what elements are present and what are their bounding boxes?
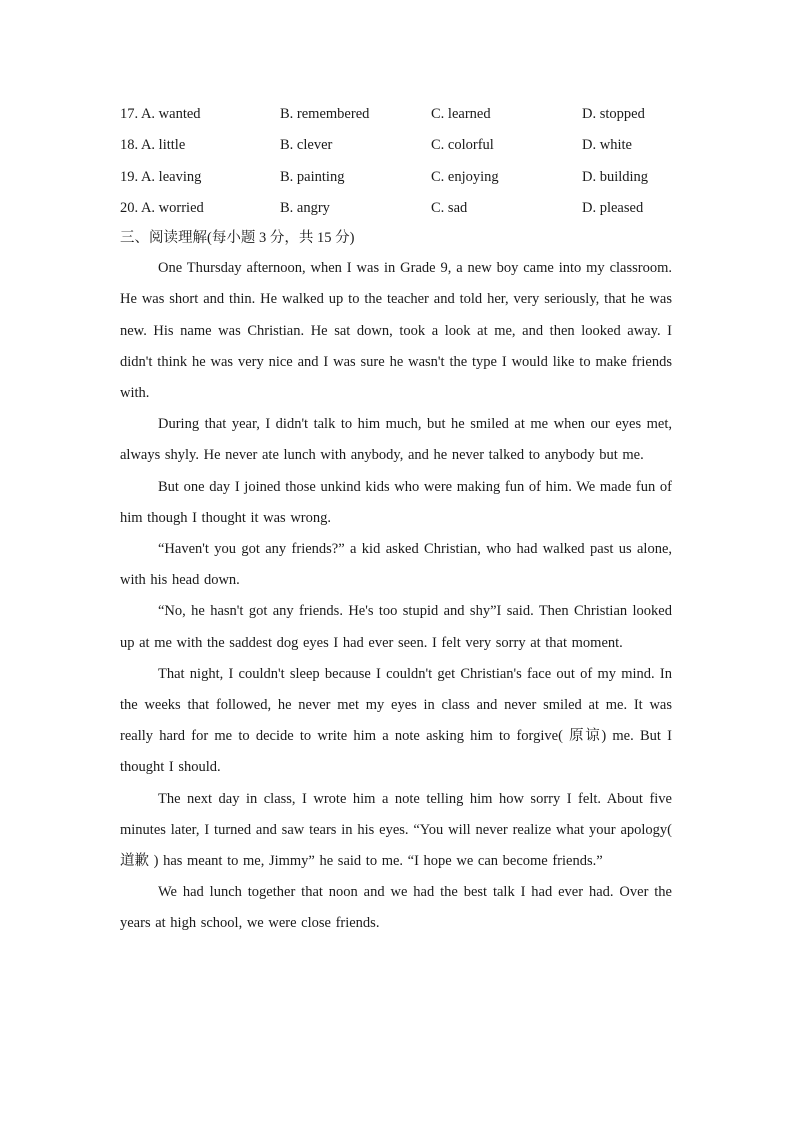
passage-paragraph-3: But one day I joined those unkind kids who were making fun of him. We made fun of him though I thought it was wrong. xyxy=(120,478,672,526)
section-title: 三、阅读理解(每小题 3 分，共 15 分) xyxy=(120,230,355,247)
question-17-option-c: C. learned xyxy=(431,106,491,123)
reading-passage xyxy=(120,253,672,939)
passage-paragraph-4: “Haven't you got any friends?” a kid asked Christian, who had walked past us alone, with his head down. xyxy=(120,541,672,589)
question-19-option-c: C. enjoying xyxy=(431,168,499,185)
question-18-option-a: 18. A. little xyxy=(120,137,186,154)
question-17-option-b: B. remembered xyxy=(280,106,370,123)
question-17-option-d: D. stopped xyxy=(582,106,645,123)
document-page xyxy=(120,99,672,940)
question-20-option-a: 20. A. worried xyxy=(120,200,204,217)
answer-options xyxy=(120,99,672,224)
question-18-option-c: C. colorful xyxy=(431,137,494,154)
passage-paragraph-1: One Thursday afternoon, when I was in Grade 9, a new boy came into my classroom. He was short and thin. He walked up to the teacher and told her, very seriously, that he was new. His name was Christian. He sat down, took a look at me, and then looked away. I didn't think he was very nice and I was sure he wasn't the type I would like to make friends with. xyxy=(120,260,672,401)
question-20-option-d: D. pleased xyxy=(582,200,644,217)
passage-paragraph-6: That night, I couldn't sleep because I couldn't get Christian's face out of my mind. In the weeks that followed, he never met my eyes in class and never smiled at me. It was really hard for me to decide to write him a note asking him to forgive( 原谅) me. But I thought I should. xyxy=(120,665,672,776)
passage-paragraph-2: During that year, I didn't talk to him much, but he smiled at me when our eyes met, always shyly. He never ate lunch with anybody, and he never talked to anybody but me. xyxy=(120,416,672,464)
passage-paragraph-7: The next day in class, I wrote him a note telling him how sorry I felt. About five minutes later, I turned and saw tears in his eyes. “You will never realize what your apology( 道歉 ) has meant to me, Jimmy” he said to me. “I hope we can become friends.” xyxy=(120,790,672,870)
question-17-options xyxy=(120,99,672,130)
question-18-option-b: B. clever xyxy=(280,137,333,154)
question-20-option-c: C. sad xyxy=(431,200,468,217)
question-19-options xyxy=(120,162,672,193)
question-17-option-a: 17. A. wanted xyxy=(120,106,201,123)
passage-paragraph-5: “No, he hasn't got any friends. He's too stupid and shy”I said. Then Christian looked up at me with the saddest dog eyes I had ever seen. I felt very sorry at that moment. xyxy=(120,603,672,651)
passage-paragraph-8: We had lunch together that noon and we had the best talk I had ever had. Over the years at high school, we were close friends. xyxy=(120,884,672,932)
question-19-option-b: B. painting xyxy=(280,168,345,185)
question-20-options xyxy=(120,193,672,224)
question-19-option-d: D. building xyxy=(582,168,649,185)
question-20-option-b: B. angry xyxy=(280,200,330,217)
question-18-option-d: D. white xyxy=(582,137,632,154)
question-18-options xyxy=(120,130,672,161)
question-19-option-a: 19. A. leaving xyxy=(120,168,202,185)
